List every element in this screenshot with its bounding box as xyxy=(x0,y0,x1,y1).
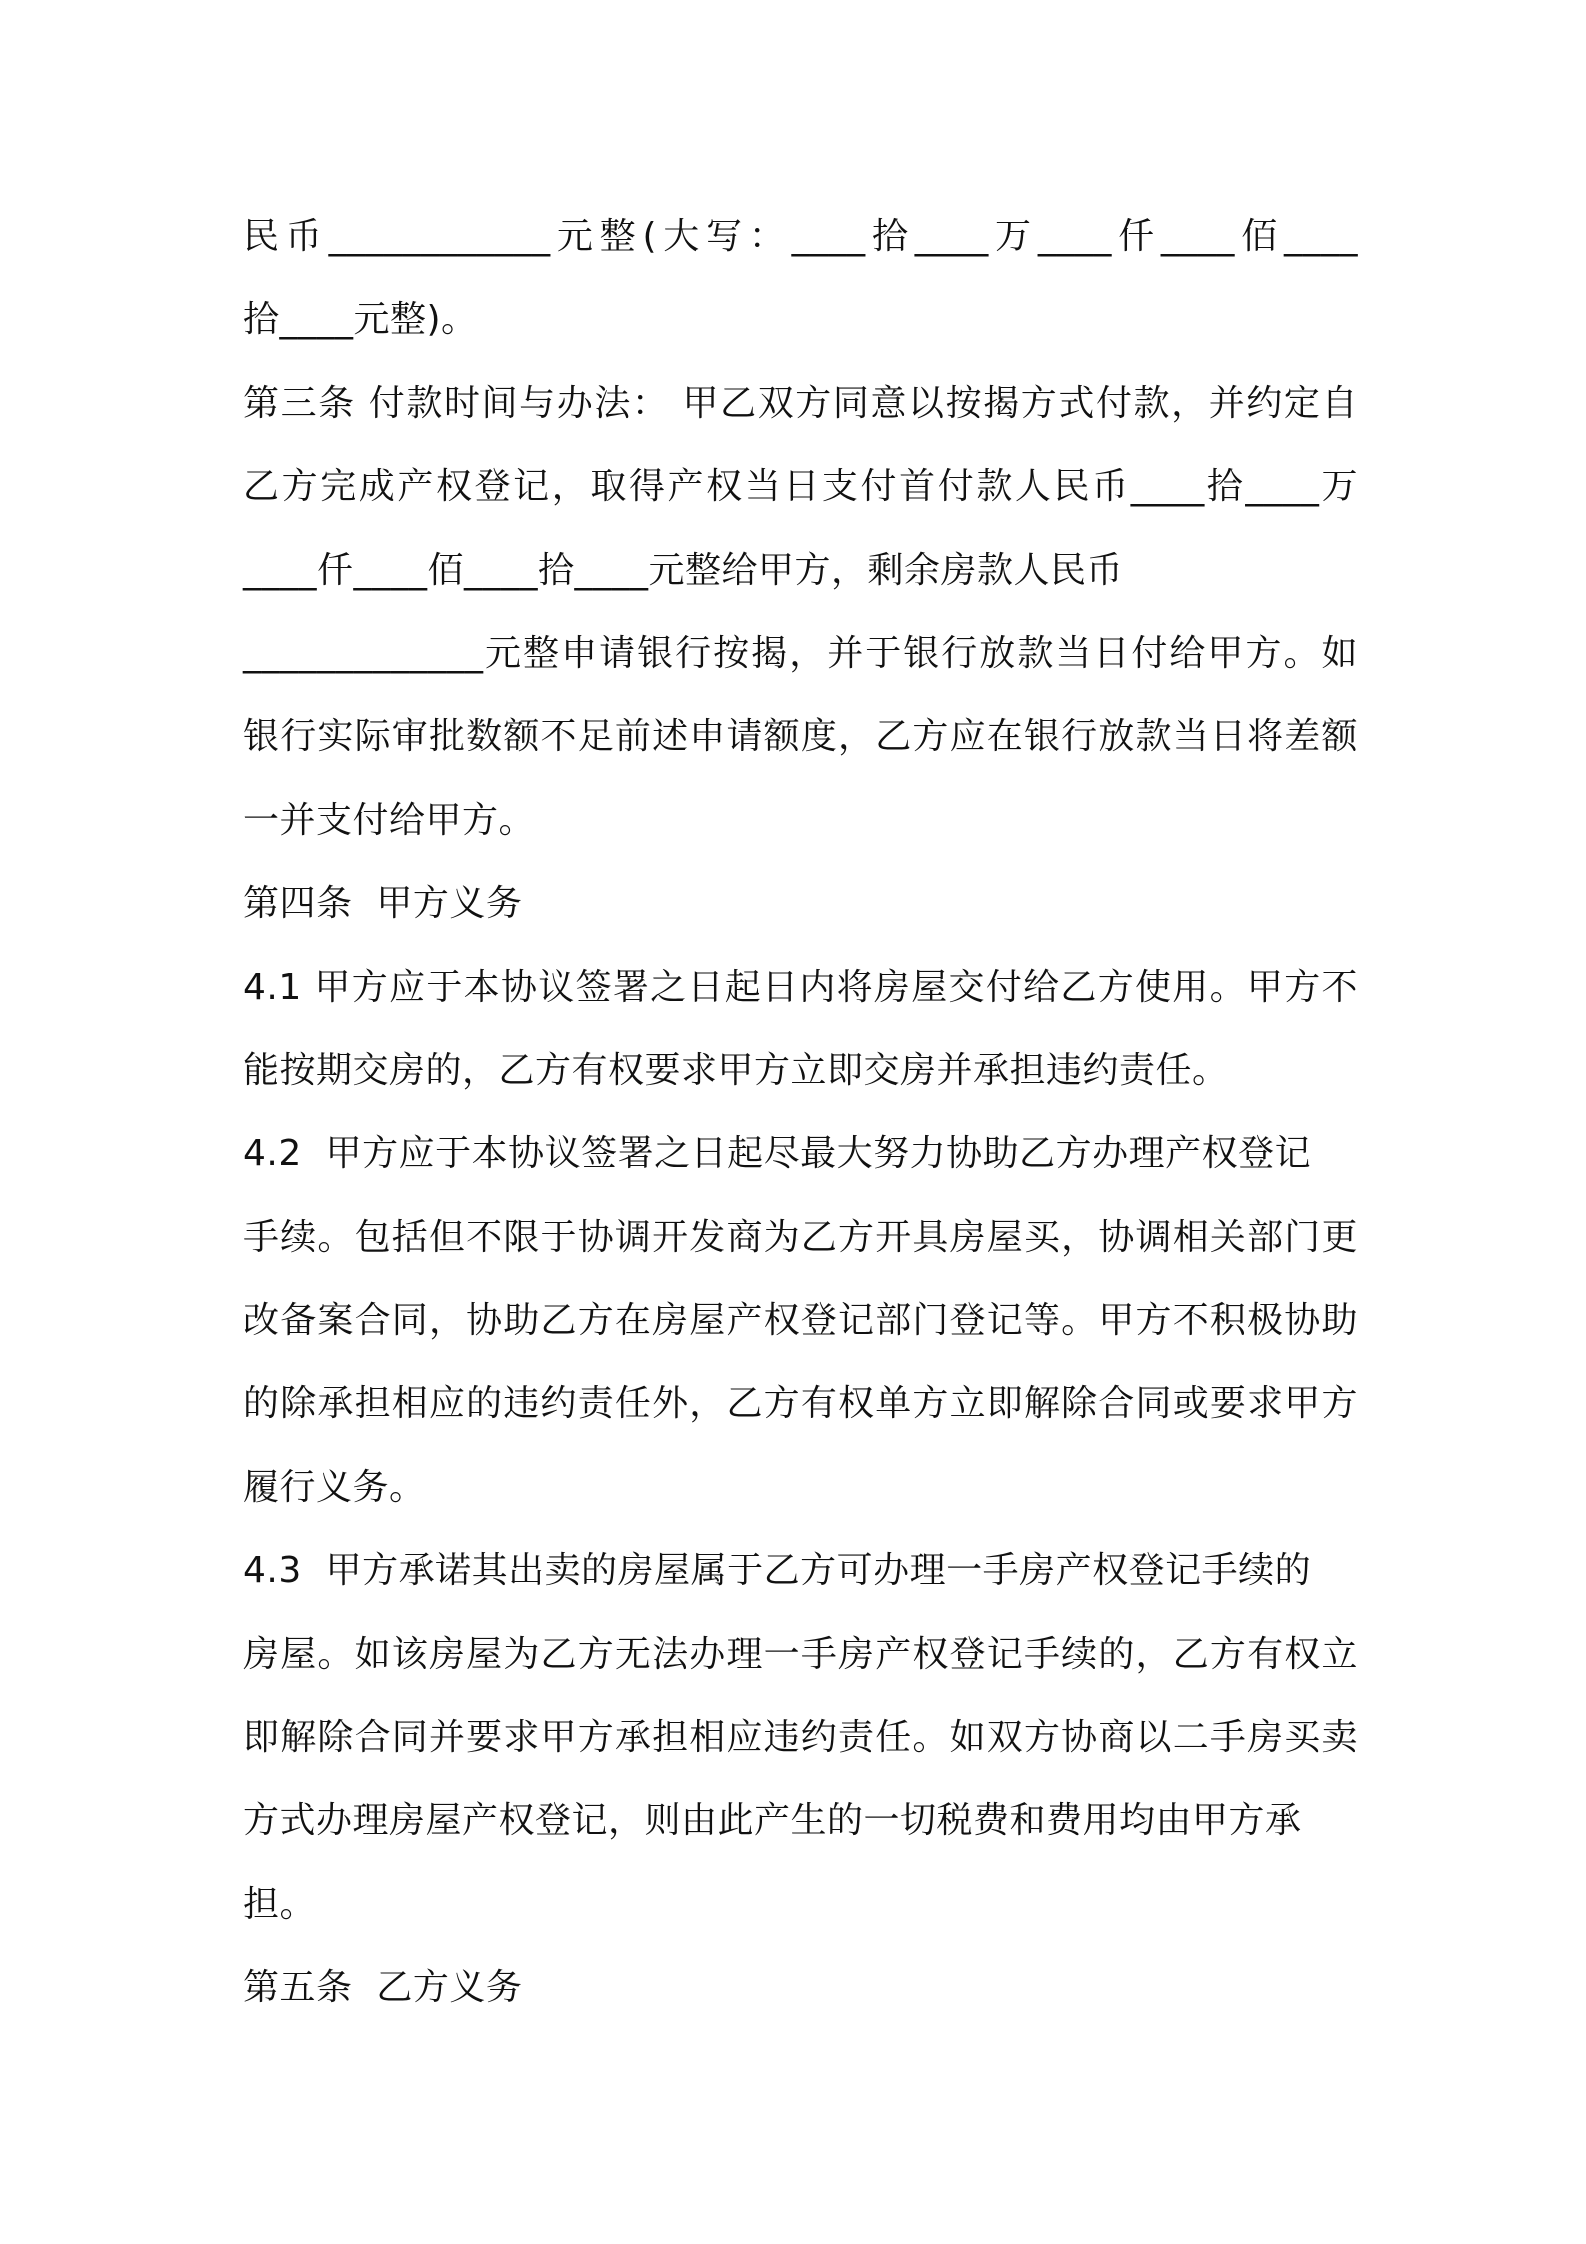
text-line: 一并支付给甲方。 xyxy=(243,799,536,841)
text-line: 银行实际审批数额不足前述申请额度，乙方应在银行放款当日将差额 xyxy=(243,716,1358,758)
text-line: _____________元整申请银行按揭，并于银行放款当日付给甲方。如 xyxy=(243,632,1358,674)
text-line: ____仟____佰____拾____元整给甲方，剩余房款人民币 xyxy=(243,549,1124,591)
article-3-heading-line: 第三条 付款时间与办法： 甲乙双方同意以按揭方式付款，并约定自 xyxy=(243,382,1358,424)
text-line: 履行义务。 xyxy=(243,1466,426,1508)
text-line: 即解除合同并要求甲方承担相应违约责任。如双方协商以二手房买卖 xyxy=(243,1717,1358,1759)
text-line: 能按期交房的，乙方有权要求甲方立即交房并承担违约责任。 xyxy=(243,1049,1229,1091)
text-line: 改备案合同，协助乙方在房屋产权登记部门登记等。甲方不积极协助 xyxy=(243,1300,1358,1342)
text-line: 方式办理房屋产权登记，则由此产生的一切税费和费用均由甲方承 xyxy=(243,1800,1302,1842)
clause-4-2-line: 4.2 甲方应于本协议签署之日起尽最大努力协助乙方办理产权登记 xyxy=(243,1133,1312,1175)
document-page xyxy=(243,195,1358,2030)
text-line: 手续。包括但不限于协调开发商为乙方开具房屋买，协调相关部门更 xyxy=(243,1216,1358,1258)
text-line: 民币____________元整(大写：____拾____万____仟____佰____ xyxy=(243,216,1358,257)
article-5-heading: 第五条 乙方义务 xyxy=(243,1967,523,2009)
text-line: 房屋。如该房屋为乙方无法办理一手房产权登记手续的，乙方有权立 xyxy=(243,1633,1358,1675)
article-4-heading: 第四条 甲方义务 xyxy=(243,883,523,925)
text-line: 的除承担相应的违约责任外，乙方有权单方立即解除合同或要求甲方 xyxy=(243,1383,1358,1425)
text-line: 乙方完成产权登记，取得产权当日支付首付款人民币____拾____万 xyxy=(243,466,1358,508)
clause-4-3-line: 4.3 甲方承诺其出卖的房屋属于乙方可办理一手房产权登记手续的 xyxy=(243,1550,1312,1592)
clause-4-1-line: 4.1 甲方应于本协议签署之日起日内将房屋交付给乙方使用。甲方不 xyxy=(243,966,1358,1008)
text-line: 拾____元整)。 xyxy=(243,299,478,341)
text-line: 担。 xyxy=(243,1883,317,1925)
